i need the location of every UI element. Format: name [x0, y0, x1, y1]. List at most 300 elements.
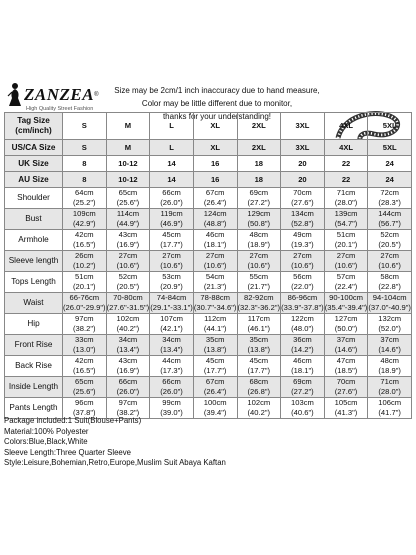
inch-value: (54.7")	[334, 219, 358, 228]
inch-value: (10.2")	[73, 261, 96, 270]
inch-value: (26.0")	[160, 198, 183, 207]
cm-value: 86-96cm	[287, 293, 318, 302]
inch-value: (18.1")	[291, 366, 314, 375]
measurement-cell	[281, 356, 325, 377]
page-header	[0, 0, 416, 121]
notice-line: Size may be 2cm/1 inch inaccuracy due to hand measure,	[114, 86, 320, 95]
measurement-cell	[237, 377, 281, 398]
table-cell: 14	[150, 156, 194, 172]
measurement-row	[5, 335, 412, 356]
table-header-row	[5, 113, 412, 140]
cm-value: 34cm	[118, 335, 138, 344]
cm-value: 45cm	[162, 230, 181, 239]
cm-value: 105cm	[334, 398, 358, 407]
cm-value: 42cm	[75, 230, 94, 239]
notice-line: thanks for your understanding!	[162, 112, 272, 121]
measurement-cell	[63, 335, 107, 356]
inch-value: (14.6")	[378, 345, 401, 354]
table-cell: L	[150, 140, 194, 156]
row-label: Bust	[5, 209, 63, 230]
inch-value: (21.3")	[203, 282, 227, 291]
measurement-cell	[281, 230, 325, 251]
inch-value: (17.3")	[160, 366, 183, 375]
cm-value: 71cm	[380, 377, 399, 386]
cm-value: 27cm	[118, 251, 138, 260]
inch-value: (26.0"-29.9")	[63, 303, 106, 312]
inch-value: (40.2")	[116, 324, 140, 333]
measurement-cell	[368, 230, 412, 251]
size-header: 2XL	[237, 113, 281, 140]
cm-value: 48cm	[249, 230, 269, 239]
measurement-cell	[106, 272, 150, 293]
table-cell: 24	[368, 156, 412, 172]
measurement-cell	[368, 335, 412, 356]
measurement-cell	[193, 230, 237, 251]
inch-value: (46.9")	[160, 219, 183, 228]
measurement-cell	[63, 230, 107, 251]
table-cell: 2XL	[237, 140, 281, 156]
package-line: Package included:1 Suit(Blouse+Pants)	[4, 416, 142, 425]
measurement-cell	[106, 188, 150, 209]
measurement-cell	[63, 209, 107, 230]
inch-value: (22.4")	[334, 282, 358, 291]
row-label: Pants Length	[5, 398, 63, 419]
inch-value: (18.9")	[378, 366, 401, 375]
cm-value: 27cm	[162, 251, 181, 260]
inch-value: (13.0")	[73, 345, 96, 354]
cm-value: 36cm	[293, 335, 312, 344]
inch-value: (27.2")	[291, 387, 314, 396]
cm-value: 57cm	[336, 272, 356, 281]
inch-value: (16.9")	[116, 366, 140, 375]
cm-value: 112cm	[204, 314, 227, 323]
cm-value: 26cm	[75, 251, 94, 260]
inch-value: (16.9")	[116, 240, 140, 249]
cm-value: 45cm	[249, 356, 269, 365]
measurement-cell	[368, 356, 412, 377]
row-label: Inside Length	[5, 377, 63, 398]
measurement-cell	[324, 230, 368, 251]
measurement-cell	[150, 209, 194, 230]
inch-value: (44.9")	[116, 219, 140, 228]
style-line: Style:Leisure,Bohemian,Retro,Europe,Muslim Suit Abaya Kaftan	[4, 458, 226, 467]
inch-value: (10.6")	[334, 261, 358, 270]
measurement-cell	[368, 398, 412, 419]
cm-value: 65cm	[75, 377, 94, 386]
inch-value: (50.8")	[247, 219, 271, 228]
cm-value: 78-88cm	[200, 293, 230, 302]
measurement-cell	[150, 356, 194, 377]
row-label: Shoulder	[5, 188, 63, 209]
cm-value: 35cm	[249, 335, 269, 344]
cm-value: 54cm	[205, 272, 225, 281]
inch-value: (32.3"-36.2")	[237, 303, 281, 312]
measurement-row	[5, 314, 412, 335]
cm-value: 48cm	[380, 356, 399, 365]
size-header: 5XL	[368, 113, 412, 140]
row-label: Hip	[5, 314, 63, 335]
measurement-cell	[106, 251, 150, 272]
measurement-cell	[281, 314, 325, 335]
cm-value: 109cm	[72, 209, 96, 218]
cm-value: 99cm	[162, 398, 181, 407]
cm-value: 139cm	[334, 209, 358, 218]
measurement-cell	[106, 356, 150, 377]
table-cell: 5XL	[368, 140, 412, 156]
cm-value: 46cm	[293, 356, 312, 365]
cm-value: 37cm	[336, 335, 356, 344]
cm-value: 114cm	[116, 209, 140, 218]
measurement-cell	[281, 398, 325, 419]
cm-value: 56cm	[293, 272, 312, 281]
measurement-cell	[324, 272, 368, 293]
cm-value: 47cm	[336, 356, 356, 365]
sleeve-line: Sleeve Length:Three Quarter Sleeve	[4, 447, 131, 457]
registered-mark: ®	[94, 92, 99, 98]
table-cell: 20	[281, 156, 325, 172]
cm-value: 44cm	[162, 356, 181, 365]
inch-value: (19.3")	[291, 240, 314, 249]
cm-value: 97cm	[75, 314, 94, 323]
cm-value: 117cm	[247, 314, 270, 323]
measurement-cell	[237, 188, 281, 209]
inch-value: (20.5")	[116, 282, 140, 291]
cm-value: 127cm	[334, 314, 358, 323]
table-cell: 16	[193, 172, 237, 188]
cm-value: 27cm	[336, 251, 356, 260]
cm-value: 102cm	[247, 398, 271, 407]
inch-value: (27.6"-31.5")	[106, 303, 150, 312]
measurement-cell	[368, 251, 412, 272]
cm-value: 64cm	[75, 188, 94, 197]
inch-value: (16.5")	[73, 366, 96, 375]
measurement-cell	[281, 335, 325, 356]
inch-value: (10.6")	[378, 261, 401, 270]
measurement-cell	[193, 188, 237, 209]
inch-value: (26.4")	[203, 198, 227, 207]
cm-value: 27cm	[249, 251, 269, 260]
inch-value: (10.6")	[291, 261, 314, 270]
table-cell: S	[63, 140, 107, 156]
inch-value: (56.7")	[378, 219, 401, 228]
row-label: Back Rise	[5, 356, 63, 377]
table-cell: 10-12	[106, 172, 150, 188]
inch-value: (18.9")	[247, 240, 271, 249]
inch-value: (22.8")	[378, 282, 401, 291]
cm-value: 53cm	[162, 272, 181, 281]
cm-value: 55cm	[249, 272, 269, 281]
woman-figure-icon	[6, 82, 24, 108]
size-chart-table	[4, 112, 412, 419]
inch-value: (37.8")	[73, 408, 96, 417]
inch-value: (39.4")	[203, 408, 227, 417]
cm-value: 65cm	[118, 188, 138, 197]
cm-value: 58cm	[380, 272, 399, 281]
cm-value: 34cm	[162, 335, 181, 344]
inch-value: (39.0")	[160, 408, 183, 417]
us-ca-row	[5, 140, 412, 156]
measurement-cell	[368, 314, 412, 335]
cm-value: 134cm	[291, 209, 314, 218]
cm-value: 35cm	[205, 335, 225, 344]
inch-value: (52.0")	[378, 324, 401, 333]
cm-value: 74-84cm	[156, 293, 187, 302]
size-header: S	[63, 113, 107, 140]
inch-value: (46.1")	[247, 324, 271, 333]
row-label: Waist	[5, 293, 63, 314]
size-header: 3XL	[281, 113, 325, 140]
measurement-cell	[237, 251, 281, 272]
measurement-row	[5, 188, 412, 209]
table-cell: 3XL	[281, 140, 325, 156]
cm-value: 46cm	[205, 230, 225, 239]
measurement-cell	[237, 314, 281, 335]
inch-value: (35.4"-39.4")	[324, 303, 368, 312]
au-row	[5, 172, 412, 188]
inch-value: (26.0")	[160, 387, 183, 396]
uk-row	[5, 156, 412, 172]
measurement-cell	[237, 230, 281, 251]
size-header: L	[150, 113, 194, 140]
inch-value: (16.5")	[73, 240, 96, 249]
inch-value: (17.7")	[160, 240, 183, 249]
measurement-row	[5, 209, 412, 230]
measurement-cell	[106, 230, 150, 251]
inch-value: (48.8")	[203, 219, 227, 228]
inch-value: (20.5")	[378, 240, 401, 249]
cm-value: 90-100cm	[329, 293, 363, 302]
measurement-cell	[106, 314, 150, 335]
cm-value: 66cm	[118, 377, 138, 386]
inch-value: (13.8")	[247, 345, 271, 354]
colors-line: Colors:Blue,Black,White	[4, 437, 88, 446]
inch-value: (41.3")	[334, 408, 358, 417]
table-cell: 8	[63, 156, 107, 172]
measurement-row	[5, 272, 412, 293]
table-cell: 18	[237, 156, 281, 172]
cm-value: 106cm	[378, 398, 402, 407]
measurement-row	[5, 251, 412, 272]
measurement-row	[5, 377, 412, 398]
measurement-cell	[368, 209, 412, 230]
inch-value: (10.6")	[116, 261, 140, 270]
measurement-cell	[281, 272, 325, 293]
measurement-cell	[324, 209, 368, 230]
measurement-cell	[324, 356, 368, 377]
inch-value: (28.0")	[378, 387, 401, 396]
row-label: Tops Length	[5, 272, 63, 293]
measurement-cell	[150, 230, 194, 251]
measurement-cell	[63, 272, 107, 293]
cm-value: 51cm	[336, 230, 356, 239]
inch-value: (21.7")	[247, 282, 271, 291]
inch-value: (14.6")	[334, 345, 358, 354]
cm-value: 122cm	[291, 314, 314, 323]
inch-value: (14.2")	[291, 345, 314, 354]
table-cell: 10-12	[106, 156, 150, 172]
measurement-cell	[63, 188, 107, 209]
inch-value: (44.1")	[203, 324, 227, 333]
cm-value: 45cm	[205, 356, 225, 365]
measurement-cell	[324, 398, 368, 419]
measurement-cell	[368, 188, 412, 209]
measurement-cell	[150, 377, 194, 398]
cm-value: 52cm	[118, 272, 138, 281]
row-label: Armhole	[5, 230, 63, 251]
measurement-cell	[193, 293, 237, 314]
measurement-cell	[281, 209, 325, 230]
size-header: M	[106, 113, 150, 140]
inch-value: (30.7"-34.6")	[193, 303, 237, 312]
measurement-row	[5, 356, 412, 377]
measurement-cell	[193, 314, 237, 335]
cm-value: 27cm	[380, 251, 399, 260]
measurement-cell	[106, 209, 150, 230]
table-cell: 20	[281, 172, 325, 188]
measurement-cell	[368, 272, 412, 293]
cm-value: 51cm	[75, 272, 94, 281]
inch-value: (40.6")	[291, 408, 314, 417]
inch-value: (18.5")	[334, 366, 358, 375]
cm-value: 67cm	[205, 188, 225, 197]
table-cell: 16	[193, 156, 237, 172]
inch-value: (13.4")	[116, 345, 140, 354]
measurement-cell	[324, 293, 368, 314]
cm-value: 27cm	[205, 251, 225, 260]
measurement-cell	[106, 335, 150, 356]
measurement-cell	[63, 293, 107, 314]
cm-value: 27cm	[293, 251, 312, 260]
inch-value: (29.1"-33.1")	[150, 303, 193, 312]
inch-value: (48.0")	[291, 324, 314, 333]
inch-value: (50.0")	[334, 324, 358, 333]
cm-value: 72cm	[380, 188, 399, 197]
inch-value: (41.7")	[378, 408, 401, 417]
inch-value: (27.6")	[291, 198, 314, 207]
cm-value: 70cm	[293, 188, 312, 197]
measurement-cell	[150, 314, 194, 335]
measurement-cell	[324, 188, 368, 209]
inch-value: (10.6")	[247, 261, 271, 270]
cm-value: 43cm	[118, 356, 138, 365]
measurement-cell	[193, 356, 237, 377]
measurement-cell	[193, 335, 237, 356]
inch-value: (42.9")	[73, 219, 96, 228]
cm-value: 67cm	[205, 377, 225, 386]
inch-value: (25.6")	[116, 198, 140, 207]
inch-value: (38.2")	[73, 324, 96, 333]
cm-value: 71cm	[336, 188, 356, 197]
inch-value: (17.7")	[247, 366, 271, 375]
measurement-cell	[193, 209, 237, 230]
measurement-cell	[106, 293, 150, 314]
tag-size-label: Tag Size (cm/inch)	[5, 113, 63, 140]
brand-tagline: High Quality Street Fashion	[26, 106, 94, 112]
cm-value: 49cm	[293, 230, 312, 239]
brand-name: ZANZEA	[24, 85, 95, 104]
inch-value: (26.4")	[203, 387, 227, 396]
measurement-cell	[150, 335, 194, 356]
table-cell: 8	[63, 172, 107, 188]
measurement-cell	[281, 293, 325, 314]
table-cell: M	[106, 140, 150, 156]
cm-value: 52cm	[380, 230, 399, 239]
cm-value: 43cm	[118, 230, 138, 239]
inch-value: (25.2")	[73, 198, 96, 207]
measurement-cell	[63, 356, 107, 377]
measurement-cell	[193, 377, 237, 398]
cm-value: 66cm	[162, 377, 181, 386]
cm-value: 102cm	[116, 314, 140, 323]
cm-value: 68cm	[249, 377, 269, 386]
inch-value: (38.2")	[116, 408, 140, 417]
measurement-cell	[237, 293, 281, 314]
cm-value: 37cm	[380, 335, 399, 344]
measurement-cell	[193, 272, 237, 293]
table-cell: XL	[193, 140, 237, 156]
inch-value: (28.3")	[378, 198, 401, 207]
cm-value: 144cm	[378, 209, 402, 218]
measurement-cell	[368, 377, 412, 398]
measurement-cell	[106, 377, 150, 398]
measurement-cell	[237, 272, 281, 293]
inch-value: (26.8")	[247, 387, 271, 396]
material-line: Material:100% Polyester	[4, 426, 89, 436]
measurement-cell	[63, 377, 107, 398]
table-cell: 22	[324, 172, 368, 188]
cm-value: 42cm	[75, 356, 94, 365]
measurement-row	[5, 230, 412, 251]
inch-value: (33.9"-37.8")	[281, 303, 324, 312]
cm-value: 119cm	[160, 209, 183, 218]
measurement-cell	[63, 251, 107, 272]
inch-value: (20.9")	[160, 282, 183, 291]
measurement-cell	[368, 293, 412, 314]
inch-value: (27.2")	[247, 198, 271, 207]
cm-value: 70-80cm	[113, 293, 143, 302]
row-label: Front Rise	[5, 335, 63, 356]
product-details	[4, 416, 226, 469]
measurement-cell	[150, 251, 194, 272]
inch-value: (42.1")	[160, 324, 183, 333]
row-label: US/CA Size	[5, 140, 63, 156]
size-header: XL	[193, 113, 237, 140]
inch-value: (18.1")	[203, 240, 227, 249]
row-label: UK Size	[5, 156, 63, 172]
inch-value: (13.4")	[160, 345, 183, 354]
inch-value: (10.6")	[160, 261, 183, 270]
cm-value: 82-92cm	[244, 293, 274, 302]
measurement-cell	[324, 251, 368, 272]
cm-value: 132cm	[378, 314, 402, 323]
cm-value: 70cm	[336, 377, 356, 386]
measurement-cell	[150, 188, 194, 209]
table-cell: 24	[368, 172, 412, 188]
inch-value: (52.8")	[291, 219, 314, 228]
inch-value: (40.2")	[247, 408, 271, 417]
table-cell: 14	[150, 172, 194, 188]
cm-value: 124cm	[203, 209, 227, 218]
inch-value: (22.0")	[291, 282, 314, 291]
inch-value: (20.1")	[334, 240, 358, 249]
size-header: 4XL	[324, 113, 368, 140]
cm-value: 97cm	[118, 398, 138, 407]
brand-logo	[6, 82, 106, 112]
cm-value: 96cm	[75, 398, 94, 407]
measurement-cell	[281, 377, 325, 398]
inch-value: (26.0")	[116, 387, 140, 396]
inch-value: (27.6")	[334, 387, 358, 396]
